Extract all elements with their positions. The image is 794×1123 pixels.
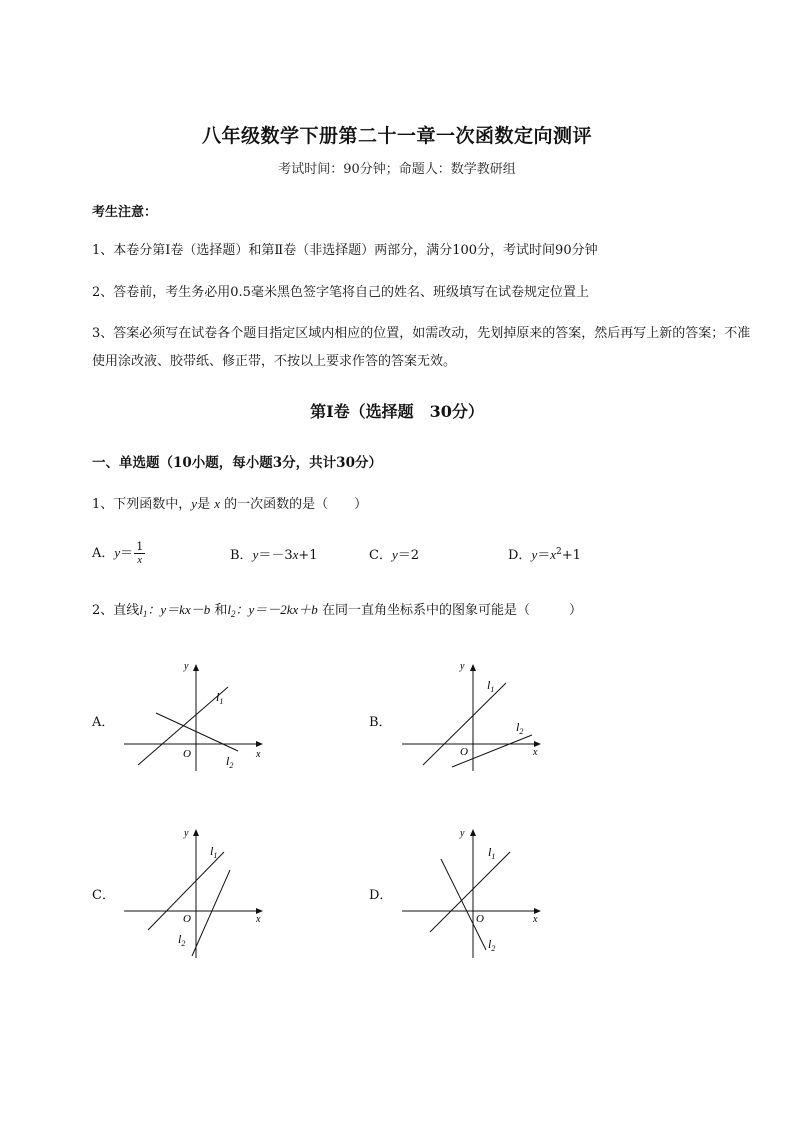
option-a-y: y xyxy=(114,545,121,560)
origin-label: O xyxy=(460,746,468,758)
option-b-label: B． xyxy=(230,548,253,563)
q1-option-a[interactable]: A．y＝ $\frac{1}{x}$ xyxy=(92,540,144,566)
option-c-label: C． xyxy=(369,548,392,563)
l1-label: $l_1$ xyxy=(210,844,218,860)
x-axis-label: x xyxy=(256,749,261,760)
question-1 xyxy=(92,493,367,512)
notice-item-3: 3、答案必须写在试卷各个题目指定区域内相应的位置，如需改动，先划掉原来的答案，然后再写上新的答案；不准使用涂改液、胶带纸、修正带，不按以上要求作答的答案无效。 xyxy=(92,326,751,369)
q1-option-c[interactable] xyxy=(369,544,419,563)
question-2 xyxy=(92,599,582,619)
q2-suffix: 在同一直角坐标系中的图象可能是（ ） xyxy=(321,603,582,618)
q1-option-d[interactable] xyxy=(508,544,581,563)
x-axis-label: x xyxy=(256,914,261,925)
l2-label: $l_2$ xyxy=(488,937,496,953)
q2-l2: $l_2$ xyxy=(227,602,236,619)
l2-label: $l_2$ xyxy=(226,754,234,770)
option-a-label: A． xyxy=(92,546,115,561)
y-axis-label: y xyxy=(460,828,465,839)
l1-label: $l_1$ xyxy=(216,690,224,706)
q2-l1: $l_1$ xyxy=(139,602,148,619)
exam-info: 考试时间：90分钟；命题人：数学教研组 xyxy=(278,162,516,177)
option-c-y: y xyxy=(391,547,398,562)
x-axis-label: x xyxy=(533,914,538,925)
l1-label: $l_1$ xyxy=(488,845,496,861)
notice-heading: 考生注意： xyxy=(92,205,158,220)
graph-c-label[interactable]: C． xyxy=(92,888,115,903)
l2-label: $l_2$ xyxy=(178,932,186,948)
q2-l2-def: ：y＝－2kx＋b xyxy=(235,602,318,617)
fraction-numerator: 1 xyxy=(136,540,144,553)
option-d-exponent: 2 xyxy=(556,547,562,557)
line-l2 xyxy=(156,713,238,751)
page-title: 八年级数学下册第二十一章一次函数定向测评 xyxy=(201,125,592,147)
q1-option-b[interactable] xyxy=(230,544,318,563)
q2-l1-def: ：y＝kx－b xyxy=(147,602,211,617)
notice-item-1: 1、本卷分第I卷（选择题）和第Ⅱ卷（非选择题）两部分，满分100分，考试时间90分钟 xyxy=(92,243,598,258)
q1-y: y xyxy=(191,496,198,511)
y-axis-label: y xyxy=(460,661,465,672)
option-d-x: x xyxy=(550,547,557,562)
graph-c xyxy=(110,822,280,962)
q2-and: 和 xyxy=(214,603,228,618)
origin-label: O xyxy=(183,913,191,925)
q1-suffix: 的一次函数的是（ ） xyxy=(224,497,368,512)
line-l2 xyxy=(441,859,486,950)
option-b-tail: +1 xyxy=(298,548,318,563)
option-c-expr: ＝2 xyxy=(397,548,420,563)
x-axis-label: x xyxy=(533,747,538,758)
y-axis-label: y xyxy=(184,661,189,672)
graph-a xyxy=(110,655,280,775)
option-b-x: x xyxy=(292,547,299,562)
option-a-fraction xyxy=(134,541,145,566)
notice-item-2: 2、答卷前，考生务必用0.5毫米黑色签字笔将自己的姓名、班级填写在试卷规定位置上 xyxy=(92,285,589,300)
option-d-expr: ＝ xyxy=(537,548,551,563)
option-b-y: y xyxy=(252,547,259,562)
graph-d-label[interactable]: D． xyxy=(369,888,393,903)
fraction-denominator: x xyxy=(137,554,143,566)
line-l1 xyxy=(430,852,510,932)
line-l2 xyxy=(192,870,230,956)
q1-prefix: 1、下列函数中， xyxy=(92,497,192,512)
option-d-y: y xyxy=(531,547,538,562)
q2-prefix: 2、直线 xyxy=(92,603,140,618)
graph-a-label[interactable]: A． xyxy=(92,715,115,730)
part-title: 一、单选题（10小题，每小题3分，共计30分） xyxy=(92,455,382,471)
l2-label: $l_2$ xyxy=(516,720,524,736)
origin-label: O xyxy=(183,748,191,760)
origin-label: O xyxy=(476,913,484,925)
q1-mid: 是 xyxy=(197,497,211,512)
option-d-label: D． xyxy=(508,548,532,563)
y-axis-label: y xyxy=(184,828,189,839)
section-title: 第I卷（选择题 30分） xyxy=(310,402,484,421)
option-b-expr: ＝－3 xyxy=(258,548,293,563)
q1-x: x xyxy=(214,496,220,511)
graph-d xyxy=(390,822,560,962)
l1-label: $l_1$ xyxy=(487,678,495,694)
option-d-tail: +1 xyxy=(561,548,581,563)
graph-b-label[interactable]: B． xyxy=(369,715,392,730)
graph-b xyxy=(390,655,560,775)
